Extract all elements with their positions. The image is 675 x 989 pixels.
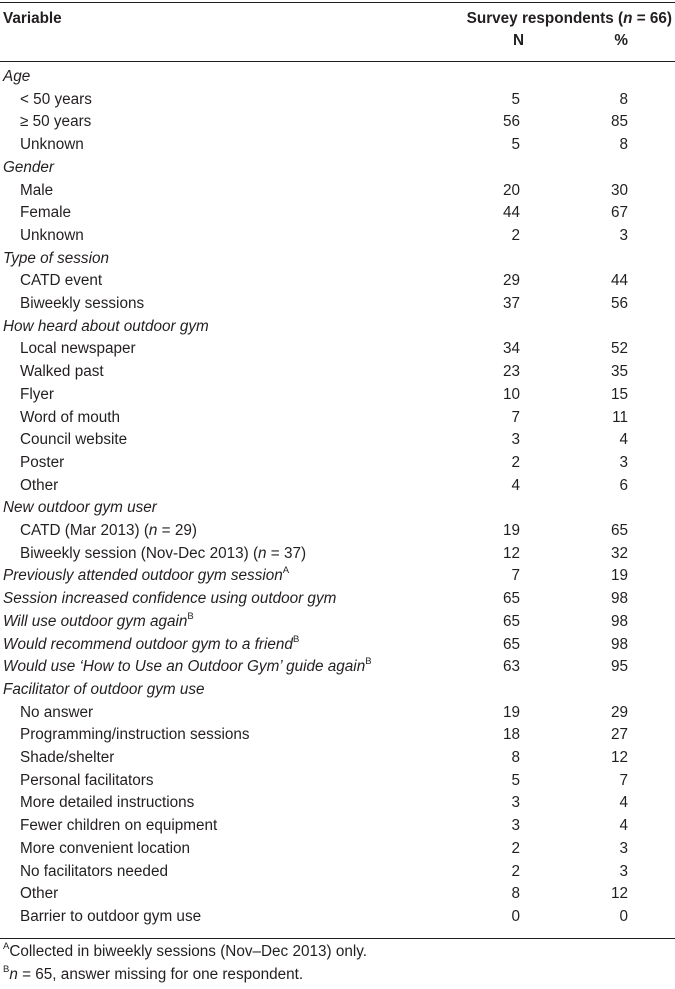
row-percent: 3 [619, 839, 628, 857]
row-count: 23 [502, 363, 520, 381]
row-label-text: Would use ‘How to Use an Outdoor Gym’ guide again [3, 658, 366, 676]
table-row [0, 817, 675, 840]
row-percent: 30 [610, 181, 628, 199]
row-label [20, 295, 144, 313]
row-label-text: CATD (Mar 2013) ( [20, 522, 149, 539]
row-percent: 3 [619, 862, 628, 880]
table-row [0, 363, 675, 386]
row-percent: 4 [619, 794, 628, 812]
table-row [0, 136, 675, 159]
row-percent: 0 [619, 907, 628, 925]
table-row-category [0, 318, 675, 341]
row-label [20, 749, 114, 767]
row-percent: 27 [610, 726, 628, 744]
row-footnote-marker: A [282, 565, 290, 577]
row-label-text: Poster [20, 453, 65, 471]
row-label-text: Male [20, 181, 54, 199]
footnote-b [3, 966, 303, 984]
row-percent: 98 [610, 612, 628, 630]
row-label [20, 272, 102, 290]
row-label-text: Word of mouth [20, 408, 121, 426]
table-row [0, 204, 675, 227]
row-percent: 32 [610, 544, 628, 562]
table-row-category [0, 499, 675, 522]
table-top-rule [0, 2, 675, 3]
row-label-text: New outdoor gym user [3, 499, 157, 517]
table-row-category [0, 658, 675, 681]
row-count: 12 [502, 544, 520, 562]
row-count: 3 [511, 794, 520, 812]
row-count: 65 [502, 635, 520, 653]
row-label [20, 227, 84, 245]
row-count: 2 [511, 453, 520, 471]
row-percent: 15 [610, 385, 628, 403]
row-label-text: Other [20, 885, 59, 903]
table-row [0, 340, 675, 363]
row-percent: 35 [610, 363, 628, 381]
row-label-text: Type of session [3, 249, 109, 267]
footnote-a [3, 943, 367, 961]
table-header-rule [0, 61, 675, 62]
table-row-category [0, 681, 675, 704]
row-label-text: Female [20, 204, 72, 222]
row-percent: 11 [612, 408, 628, 426]
row-label [3, 658, 372, 676]
row-label [3, 250, 109, 268]
table-row [0, 409, 675, 432]
row-label-text: More detailed instructions [20, 794, 195, 812]
row-label-text: No answer [20, 703, 94, 721]
row-percent: 56 [610, 295, 628, 312]
row-label-text: How heard about outdoor gym [3, 317, 209, 335]
row-percent: 19 [610, 567, 628, 585]
row-label [20, 908, 201, 926]
row-label-text: Walked past [20, 363, 104, 381]
row-label-text: Flyer [20, 385, 54, 403]
table-row-category [0, 68, 675, 91]
row-label-text: Biweekly session (Nov-Dec 2013) ( [20, 544, 259, 562]
row-count: 20 [502, 181, 520, 199]
row-percent: 29 [610, 703, 628, 721]
row-count: 2 [511, 226, 520, 244]
row-percent: 7 [619, 771, 628, 789]
table-row [0, 431, 675, 454]
footnote-b-marker: B [3, 964, 10, 975]
row-label-text: Would recommend outdoor gym to a friend [3, 635, 293, 653]
row-percent: 3 [619, 453, 628, 471]
row-label [20, 863, 168, 881]
row-count: 65 [502, 590, 520, 608]
row-count: 34 [502, 340, 520, 358]
row-label-text: Session increased confidence using outdoor gym [3, 590, 337, 608]
row-label-end: = 37) [266, 544, 307, 562]
row-label-text: Facilitator of outdoor gym use [3, 680, 205, 698]
table-row-category [0, 633, 675, 659]
table-row [0, 477, 675, 500]
row-label [20, 431, 127, 449]
row-count: 2 [511, 839, 520, 857]
table-row [0, 272, 675, 295]
row-label-text: Other [20, 476, 59, 494]
row-label-text: Unknown [20, 136, 84, 154]
row-label [3, 159, 54, 177]
table-row [0, 885, 675, 908]
header-variable: Variable [3, 10, 62, 27]
table-row-category [0, 610, 675, 636]
row-count: 5 [511, 771, 520, 789]
row-label [20, 409, 120, 427]
row-label-text: Programming/instruction sessions [20, 726, 250, 744]
row-label [20, 772, 153, 790]
row-count: 29 [502, 272, 520, 290]
row-label-text: Biweekly sessions [20, 295, 145, 312]
table-row [0, 908, 675, 931]
table-row-category [0, 590, 675, 613]
row-percent: 6 [619, 476, 628, 494]
row-percent: 12 [610, 885, 628, 903]
row-count: 8 [511, 885, 520, 903]
row-label [20, 522, 197, 540]
row-footnote-marker: B [292, 633, 300, 645]
row-label-text: ≥ 50 years [20, 113, 92, 131]
row-label [3, 610, 194, 631]
footnote-b-text: = 65, answer missing for one respondent. [17, 966, 304, 983]
row-count: 63 [502, 658, 520, 676]
row-label [20, 340, 136, 358]
row-label-text: Unknown [20, 226, 84, 244]
row-count: 7 [511, 408, 520, 426]
table-row [0, 522, 675, 545]
table-row [0, 772, 675, 795]
table-row [0, 91, 675, 114]
row-label [3, 499, 157, 517]
table-row [0, 794, 675, 817]
row-label [3, 590, 336, 608]
row-percent: 4 [619, 817, 628, 835]
table-row [0, 182, 675, 205]
row-label [20, 454, 64, 472]
row-label-text: Age [3, 68, 31, 85]
table-row [0, 749, 675, 772]
row-count: 7 [511, 567, 520, 585]
header-survey-prefix: Survey respondents ( [466, 10, 624, 27]
table-row-category [0, 159, 675, 182]
row-count: 3 [511, 817, 520, 835]
row-count: 65 [502, 612, 520, 630]
row-label [20, 885, 58, 903]
row-percent: 12 [610, 749, 628, 766]
row-footnote-marker: B [187, 610, 194, 622]
row-label-text: Previously attended outdoor gym session [3, 567, 283, 585]
row-label-text: CATD event [20, 272, 103, 290]
row-label [20, 204, 71, 222]
row-label [20, 477, 58, 495]
table-row [0, 113, 675, 136]
row-count: 5 [511, 136, 520, 154]
table-row-category [0, 250, 675, 273]
row-label [20, 182, 53, 200]
row-percent: 85 [610, 113, 628, 131]
row-label-text: Shade/shelter [20, 749, 115, 766]
row-label [20, 794, 194, 812]
footnote-a-marker: A [3, 941, 10, 952]
row-label [20, 91, 92, 109]
row-label-text: Council website [20, 431, 128, 449]
row-label-n-symbol: n [258, 544, 267, 562]
row-percent: 44 [610, 272, 628, 290]
row-percent: 95 [610, 658, 628, 676]
row-percent: 65 [610, 522, 628, 539]
row-count: 5 [511, 90, 520, 108]
footnote-a-text: Collected in biweekly sessions (Nov–Dec 2013) only. [9, 943, 368, 960]
row-percent: 98 [610, 635, 628, 653]
row-label-text: Local newspaper [20, 340, 136, 358]
table-row [0, 386, 675, 409]
table-row [0, 863, 675, 886]
table-row [0, 704, 675, 727]
row-label [3, 318, 209, 336]
table-row [0, 227, 675, 250]
row-percent: 52 [610, 340, 628, 358]
row-label [20, 726, 250, 744]
row-footnote-marker: B [365, 656, 372, 668]
row-percent: 3 [619, 226, 628, 244]
row-count: 3 [511, 431, 520, 449]
row-count: 2 [511, 862, 520, 880]
row-count: 18 [502, 726, 520, 744]
row-label [20, 136, 84, 154]
header-col-n: N [512, 32, 524, 49]
row-label-text: More convenient location [20, 839, 191, 857]
footnote-b-n-symbol: n [9, 966, 18, 983]
row-label-n-symbol: n [148, 522, 158, 539]
table-row [0, 726, 675, 749]
header-survey-n-symbol: n [623, 10, 633, 27]
table-row [0, 454, 675, 477]
row-count: 4 [511, 476, 520, 494]
row-count: 19 [502, 522, 520, 539]
row-percent: 67 [610, 204, 628, 222]
table-bottom-rule [0, 938, 675, 939]
row-count: 8 [511, 749, 520, 766]
row-percent: 8 [619, 136, 628, 154]
header-survey-respondents [467, 10, 672, 28]
row-label-text: No facilitators needed [20, 862, 168, 880]
row-label-text: Fewer children on equipment [20, 817, 218, 835]
table-row [0, 545, 675, 568]
row-label-text: Barrier to outdoor gym use [20, 907, 202, 925]
row-label-text: Personal facilitators [20, 771, 154, 789]
table-row [0, 840, 675, 863]
row-label-text: Will use outdoor gym again [3, 612, 188, 630]
row-label [3, 681, 205, 699]
row-label [20, 386, 54, 404]
row-count: 0 [511, 907, 520, 925]
row-label-text: < 50 years [20, 90, 92, 108]
row-count: 44 [502, 204, 520, 222]
header-survey-suffix: = 66) [632, 10, 672, 27]
header-col-pct: % [614, 32, 628, 49]
row-percent: 98 [610, 590, 628, 608]
row-label [20, 545, 306, 563]
row-percent: 4 [619, 431, 628, 449]
row-label [3, 68, 30, 86]
row-label-text: Gender [3, 158, 55, 176]
table-row [0, 295, 675, 318]
row-count: 56 [502, 113, 520, 131]
row-label [20, 363, 104, 381]
row-label [3, 567, 289, 585]
row-count: 37 [502, 295, 520, 312]
row-percent: 8 [619, 90, 628, 108]
row-label [3, 633, 300, 654]
row-label [20, 817, 217, 835]
row-label [20, 840, 190, 858]
row-label [20, 113, 91, 131]
row-count: 19 [502, 703, 520, 721]
row-label [20, 704, 93, 722]
row-label-end: = 29) [157, 522, 197, 539]
row-count: 10 [502, 385, 520, 403]
table-row-category [0, 567, 675, 590]
